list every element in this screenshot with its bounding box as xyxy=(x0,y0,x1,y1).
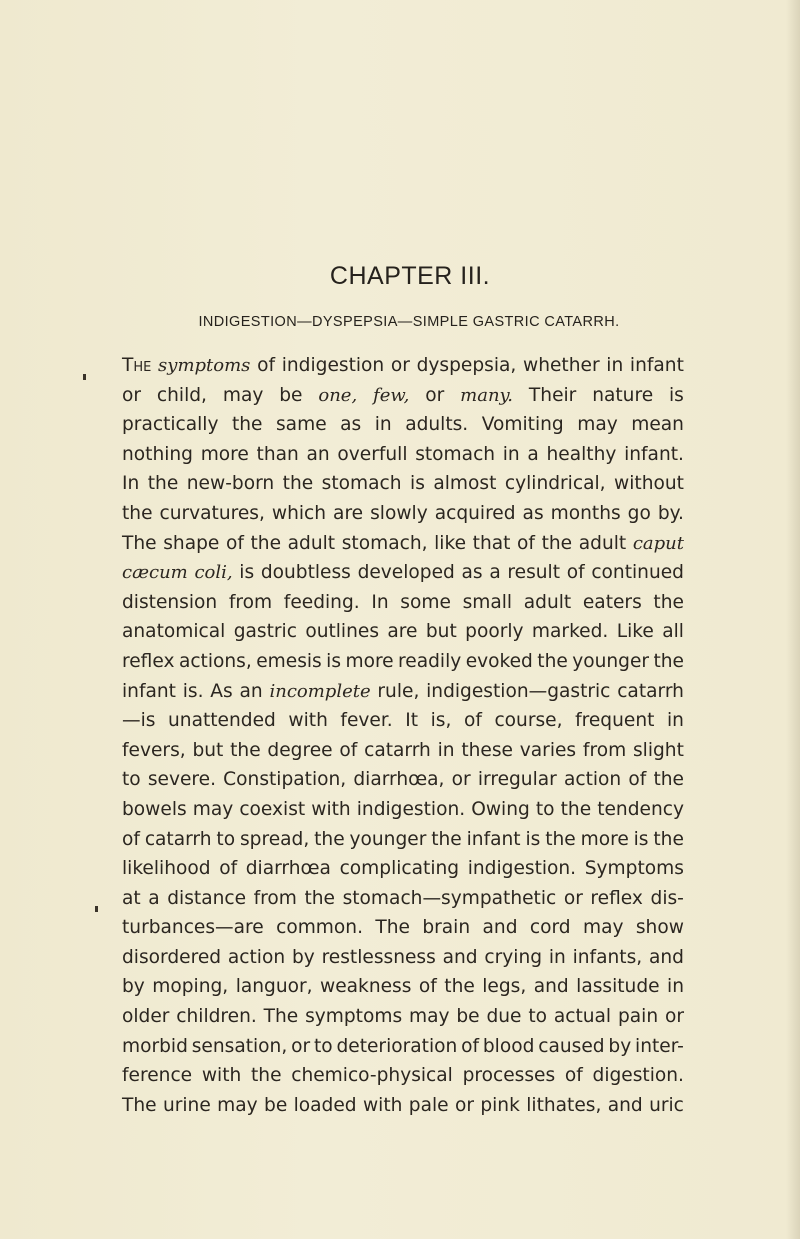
word: irregular xyxy=(477,769,557,791)
word: in xyxy=(437,739,455,761)
word: of xyxy=(257,355,276,376)
word: blood xyxy=(482,1035,535,1057)
text-line xyxy=(122,647,684,677)
word: Owing xyxy=(471,798,530,820)
word: curvatures, xyxy=(159,502,265,524)
word: the xyxy=(147,473,179,495)
word: or xyxy=(563,887,583,909)
word: deterioration xyxy=(336,1035,458,1057)
word: more xyxy=(345,650,394,672)
word: older xyxy=(122,1006,170,1028)
text-line xyxy=(122,765,684,795)
word: continued xyxy=(591,562,684,584)
word: are xyxy=(333,502,364,524)
word: urine xyxy=(162,1094,211,1116)
text-line xyxy=(122,617,684,647)
word: pain xyxy=(617,1006,659,1028)
word: to xyxy=(122,769,141,791)
word: at xyxy=(122,887,141,909)
word: or xyxy=(451,769,471,791)
word: shape xyxy=(163,532,220,554)
word: symptoms xyxy=(158,355,251,376)
word: eaters xyxy=(582,591,642,613)
word: from xyxy=(253,887,297,909)
word: of xyxy=(418,976,437,998)
word: catarrh xyxy=(144,828,212,850)
word: be xyxy=(456,1006,480,1028)
word: It xyxy=(405,710,419,732)
word: diarrhœa, xyxy=(353,769,445,791)
word: incomplete xyxy=(269,680,371,702)
word: or xyxy=(390,355,410,376)
text-line xyxy=(122,884,684,914)
word: younger xyxy=(572,650,650,672)
word: adults. xyxy=(405,414,469,436)
text-line xyxy=(122,469,684,499)
word: acquired xyxy=(434,502,516,524)
word: legs, xyxy=(482,976,527,998)
word: is xyxy=(633,828,649,850)
text-line xyxy=(122,972,684,1002)
text-line xyxy=(122,795,684,825)
word: pink xyxy=(480,1094,520,1116)
word: the xyxy=(122,502,153,524)
word: fever. xyxy=(340,710,393,732)
word: but xyxy=(192,739,224,761)
word: reflex xyxy=(590,887,643,909)
word: that xyxy=(472,532,511,554)
word: In xyxy=(371,591,389,613)
word: inter- xyxy=(635,1035,684,1057)
word: severe. xyxy=(147,769,216,791)
word: In xyxy=(122,473,140,495)
word: dyspepsia, xyxy=(416,355,517,376)
text-line xyxy=(122,440,684,470)
text-line xyxy=(122,825,684,855)
word: new-born xyxy=(186,473,275,495)
word: feeding. xyxy=(283,591,360,613)
word: likelihood xyxy=(122,858,211,880)
word: the xyxy=(230,739,261,761)
word: as xyxy=(340,414,362,436)
word: overfull xyxy=(337,443,408,465)
word: restlessness xyxy=(321,946,436,968)
word: the xyxy=(314,828,345,850)
word: the xyxy=(251,1065,282,1087)
word: as xyxy=(522,502,544,524)
word: children. xyxy=(176,1006,257,1028)
word: sensation, xyxy=(191,1035,288,1057)
word: pale xyxy=(408,1094,449,1116)
word: The xyxy=(263,1006,299,1028)
word: the xyxy=(282,473,314,495)
word: is xyxy=(410,473,425,495)
word: in xyxy=(548,946,566,968)
word: the xyxy=(250,532,282,554)
word: of xyxy=(339,739,358,761)
word: small xyxy=(462,591,513,613)
text-line xyxy=(122,1032,684,1062)
word: The xyxy=(122,532,157,554)
word: actions, xyxy=(178,650,252,672)
word: of xyxy=(564,1065,583,1087)
word: slight xyxy=(632,739,684,761)
word: with xyxy=(288,710,328,732)
word: actual xyxy=(553,1006,612,1028)
word: Their xyxy=(528,384,577,406)
word: in xyxy=(502,443,520,465)
word: almost xyxy=(433,473,497,495)
word: show xyxy=(635,917,684,939)
word: with xyxy=(311,798,351,820)
body-paragraph xyxy=(122,351,684,1120)
word: to xyxy=(313,1035,333,1057)
word: action xyxy=(563,769,622,791)
word: to xyxy=(528,1006,547,1028)
word: uric xyxy=(649,1094,684,1116)
word: cæcum xyxy=(122,562,188,584)
word: nothing xyxy=(122,443,193,465)
text-line xyxy=(122,1091,684,1121)
word: more xyxy=(200,443,249,465)
word: be xyxy=(264,1094,288,1116)
word: or xyxy=(425,384,445,406)
text-line xyxy=(122,1061,684,1091)
word: the xyxy=(444,976,475,998)
word: or xyxy=(664,1006,684,1028)
word: the xyxy=(304,887,335,909)
word: the xyxy=(231,414,263,436)
word: of xyxy=(225,532,244,554)
word: may xyxy=(409,1006,450,1028)
word: stomach xyxy=(415,443,496,465)
word: indigestion—gastric xyxy=(426,680,611,702)
word: coli, xyxy=(194,562,233,584)
word: from xyxy=(582,739,627,761)
word: Symptoms xyxy=(584,858,684,880)
word: lassitude xyxy=(576,976,660,998)
word: is xyxy=(669,384,684,406)
text-line xyxy=(122,1002,684,1032)
word: of xyxy=(463,710,482,732)
word: in xyxy=(666,710,684,732)
word: marked. xyxy=(531,621,609,643)
word: catarrh xyxy=(617,680,684,702)
word: The xyxy=(122,1094,157,1116)
word: varies xyxy=(519,739,577,761)
word: stomach—sympathetic xyxy=(342,887,557,909)
word: the xyxy=(537,650,568,672)
word: healthy xyxy=(546,443,617,465)
word: frequent xyxy=(575,710,655,732)
word: The xyxy=(375,917,410,939)
word: evoked xyxy=(465,650,533,672)
word: and xyxy=(607,1094,643,1116)
text-line xyxy=(122,499,684,529)
word: by xyxy=(291,946,315,968)
word: in xyxy=(374,414,392,436)
word: adult xyxy=(523,591,572,613)
word: infant. xyxy=(624,443,684,465)
word: by xyxy=(122,976,145,998)
word: Like xyxy=(616,621,654,643)
word: infants, xyxy=(572,946,643,968)
word: indigestion. xyxy=(467,858,577,880)
word: one, xyxy=(318,384,358,406)
word: result xyxy=(507,562,561,584)
word: indigestion. xyxy=(356,798,466,820)
word: all xyxy=(662,621,684,643)
word: The xyxy=(122,355,152,376)
word: distension xyxy=(122,591,218,613)
word: of xyxy=(122,828,140,850)
text-line xyxy=(122,854,684,884)
word: tendency xyxy=(597,798,684,820)
text-line xyxy=(122,529,684,559)
word: As xyxy=(210,680,233,702)
word: the xyxy=(560,798,592,820)
word: bowels xyxy=(122,798,187,820)
word: ference xyxy=(122,1065,193,1087)
word: a xyxy=(527,443,539,465)
word: which xyxy=(271,502,327,524)
text-line xyxy=(122,410,684,440)
word: cord xyxy=(529,917,571,939)
word: chemico-physical xyxy=(291,1065,453,1087)
word: stomach xyxy=(321,473,402,495)
text-line xyxy=(122,558,684,588)
text-line xyxy=(122,913,684,943)
word: to xyxy=(216,828,236,850)
word: and xyxy=(533,976,569,998)
word: symptoms xyxy=(305,1006,403,1028)
word: of xyxy=(461,1035,480,1057)
word: may xyxy=(192,798,234,820)
word: infant xyxy=(629,355,684,376)
word: stomach, xyxy=(341,532,428,554)
word: outlines xyxy=(305,621,380,643)
word: caput xyxy=(632,532,684,554)
word: is xyxy=(326,650,342,672)
word: may xyxy=(582,917,624,939)
word: due xyxy=(486,1006,522,1028)
text-line xyxy=(122,677,684,707)
word: infant xyxy=(122,680,176,702)
word: weakness xyxy=(320,976,412,998)
word: months xyxy=(550,502,621,524)
word: catarrh xyxy=(364,739,431,761)
word: than xyxy=(256,443,299,465)
word: same xyxy=(276,414,327,436)
word: by. xyxy=(657,502,684,524)
word: nature xyxy=(592,384,654,406)
word: caused xyxy=(538,1035,605,1057)
word: a xyxy=(148,887,160,909)
margin-mark xyxy=(95,906,98,912)
word: emesis xyxy=(256,650,322,672)
word: child, xyxy=(156,384,207,406)
word: many. xyxy=(460,384,514,406)
word: some xyxy=(400,591,451,613)
word: course, xyxy=(494,710,563,732)
word: is xyxy=(239,562,255,584)
word: doubtless xyxy=(260,562,351,584)
word: the xyxy=(653,591,684,613)
word: reflex xyxy=(122,650,175,672)
chapter-subtitle: INDIGESTION—DYSPEPSIA—SIMPLE GASTRIC CATARRH. xyxy=(198,314,620,330)
word: may xyxy=(217,1094,258,1116)
word: the xyxy=(653,828,684,850)
word: crying xyxy=(484,946,543,968)
word: anatomical xyxy=(122,621,226,643)
word: whether xyxy=(523,355,600,376)
word: Constipation, xyxy=(223,769,347,791)
word: may xyxy=(577,414,618,436)
word: these xyxy=(461,739,513,761)
word: and xyxy=(649,946,684,968)
word: is, xyxy=(430,710,452,732)
word: and xyxy=(442,946,478,968)
text-line xyxy=(122,943,684,973)
chapter-title: CHAPTER III. xyxy=(329,262,491,290)
word: the xyxy=(545,828,576,850)
word: loaded xyxy=(293,1094,357,1116)
word: unattended xyxy=(168,710,276,732)
word: indigestion xyxy=(281,355,385,376)
word: turbances—are xyxy=(122,917,264,939)
word: the xyxy=(653,650,684,672)
word: adult xyxy=(578,532,627,554)
word: a xyxy=(489,562,501,584)
word: few, xyxy=(373,384,410,406)
word: developed xyxy=(357,562,455,584)
word: processes xyxy=(462,1065,556,1087)
word: mean xyxy=(631,414,684,436)
word: the xyxy=(431,828,462,850)
word: moping, xyxy=(152,976,229,998)
word: by xyxy=(608,1035,632,1057)
word: adult xyxy=(287,532,336,554)
word: digestion. xyxy=(592,1065,684,1087)
word: of xyxy=(517,532,535,554)
word: practically xyxy=(122,414,219,436)
word: and xyxy=(482,917,518,939)
margin-mark xyxy=(83,374,86,380)
word: lithates, xyxy=(526,1094,602,1116)
word: rule, xyxy=(377,680,420,702)
word: of xyxy=(219,858,238,880)
text-line xyxy=(122,706,684,736)
word: or xyxy=(122,384,142,406)
word: more xyxy=(580,828,629,850)
text-line xyxy=(122,736,684,766)
word: diarrhœa xyxy=(245,858,331,880)
word: brain xyxy=(422,917,471,939)
word: in xyxy=(606,355,624,376)
word: is xyxy=(525,828,541,850)
word: action xyxy=(227,946,286,968)
word: disordered xyxy=(122,946,222,968)
word: or xyxy=(291,1035,311,1057)
word: cylindrical, xyxy=(504,473,606,495)
word: common. xyxy=(276,917,363,939)
word: as xyxy=(461,562,483,584)
word: gastric xyxy=(233,621,297,643)
word: are xyxy=(387,621,418,643)
word: coexist xyxy=(239,798,306,820)
word: in xyxy=(667,976,684,998)
word: slowly xyxy=(370,502,428,524)
word: may xyxy=(222,384,264,406)
word: like xyxy=(434,532,467,554)
word: from xyxy=(228,591,273,613)
word: fevers, xyxy=(122,739,186,761)
word: with xyxy=(362,1094,403,1116)
word: an xyxy=(239,680,263,702)
word: readily xyxy=(398,650,462,672)
word: dis- xyxy=(650,887,684,909)
word: the xyxy=(541,532,573,554)
word: distance xyxy=(167,887,247,909)
text-line xyxy=(122,588,684,618)
word: without xyxy=(614,473,684,495)
word: the xyxy=(653,769,684,791)
word: —is xyxy=(122,710,156,732)
word: an xyxy=(306,443,330,465)
word: complicating xyxy=(339,858,460,880)
text-line xyxy=(122,381,684,411)
word: or xyxy=(454,1094,474,1116)
word: spread, xyxy=(239,828,310,850)
word: is. xyxy=(182,680,204,702)
word: of xyxy=(566,562,585,584)
word: morbid xyxy=(122,1035,188,1057)
word: but xyxy=(425,621,457,643)
word: with xyxy=(201,1065,242,1087)
page-edge-shadow xyxy=(786,0,800,1239)
word: degree xyxy=(267,739,333,761)
text-line xyxy=(122,351,684,381)
word: go xyxy=(627,502,651,524)
word: languor, xyxy=(235,976,313,998)
word: Vomiting xyxy=(481,414,564,436)
word: younger xyxy=(349,828,427,850)
word: of xyxy=(628,769,647,791)
word: infant xyxy=(466,828,521,850)
word: poorly xyxy=(465,621,524,643)
word: be xyxy=(279,384,303,406)
word: to xyxy=(535,798,555,820)
